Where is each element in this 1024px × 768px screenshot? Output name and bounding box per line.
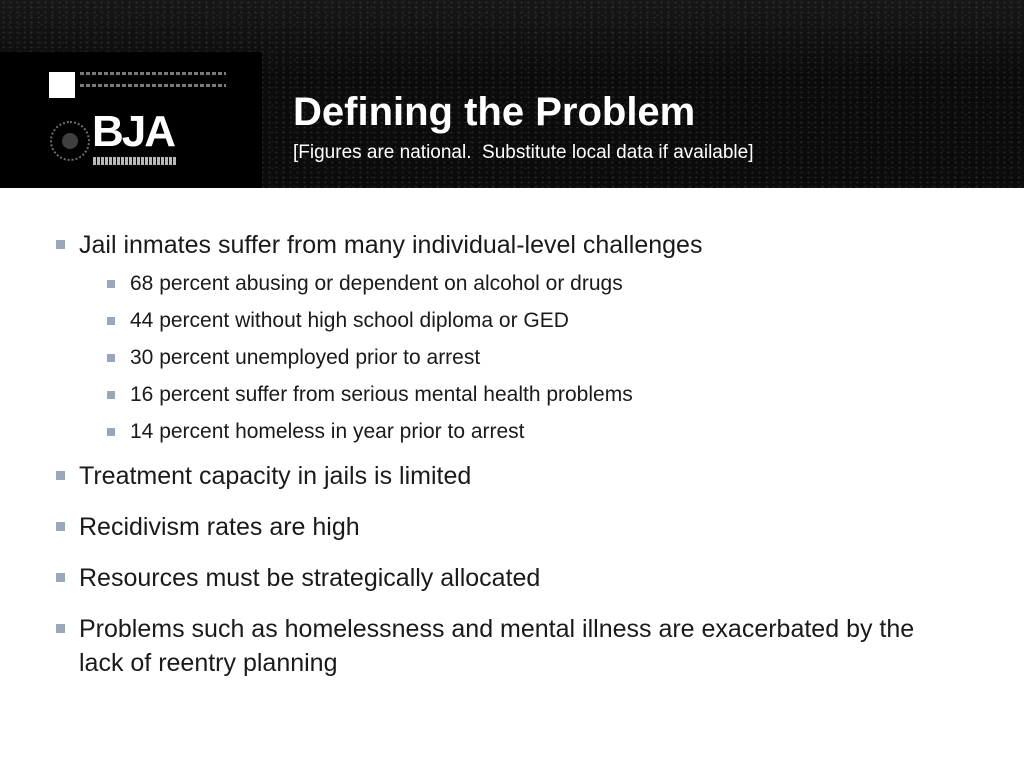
square-bullet-icon	[107, 354, 115, 362]
square-bullet-icon	[107, 280, 115, 288]
bja-logo: BJA	[92, 107, 175, 156]
agency-name-logo-text	[80, 72, 226, 102]
square-bullet-icon	[56, 573, 65, 582]
sub-bullet-item	[79, 339, 954, 376]
bullet-text: Recidivism rates are high	[79, 513, 360, 541]
square-bullet-icon	[107, 428, 115, 436]
bja-logo-tagline	[93, 157, 177, 165]
sub-bullet-text: 68 percent abusing or dependent on alcohol or drugs	[130, 272, 623, 295]
sub-bullet-item	[79, 302, 954, 339]
square-bullet-icon	[56, 240, 65, 249]
bullet-text: Resources must be strategically allocated	[79, 564, 541, 592]
sub-bullet-text: 16 percent suffer from serious mental health problems	[130, 383, 633, 406]
agency-square-logo	[49, 72, 75, 98]
bullet-text: Jail inmates suffer from many individual-level challenges	[79, 231, 703, 259]
square-bullet-icon	[107, 317, 115, 325]
sub-bullet-text: 14 percent homeless in year prior to arrest	[130, 420, 525, 443]
bullet-text: Problems such as homelessness and mental illness are exacerbated by the lack of reentry planning	[79, 615, 915, 677]
bullet-item	[0, 561, 1024, 595]
square-bullet-icon	[107, 391, 115, 399]
sub-bullet-text: 44 percent without high school diploma or GED	[130, 309, 569, 332]
square-bullet-icon	[56, 471, 65, 480]
sub-bullet-list	[79, 265, 954, 450]
doj-seal-center	[62, 133, 78, 149]
square-bullet-icon	[56, 624, 65, 633]
bullet-text: Treatment capacity in jails is limited	[79, 462, 472, 490]
sub-bullet-item	[79, 265, 954, 302]
slide-title: Defining the Problem	[293, 90, 696, 134]
slide-content	[0, 228, 1024, 697]
sub-bullet-item	[79, 413, 954, 450]
bullet-item	[0, 459, 1024, 493]
sub-bullet-text: 30 percent unemployed prior to arrest	[130, 346, 481, 369]
slide-subtitle: [Figures are national. Substitute local data if available]	[293, 142, 754, 163]
bullet-item	[0, 510, 1024, 544]
square-bullet-icon	[56, 522, 65, 531]
sub-bullet-item	[79, 376, 954, 413]
bullet-item	[0, 612, 1024, 680]
bullet-list	[0, 228, 1024, 680]
bullet-item	[0, 228, 1024, 450]
